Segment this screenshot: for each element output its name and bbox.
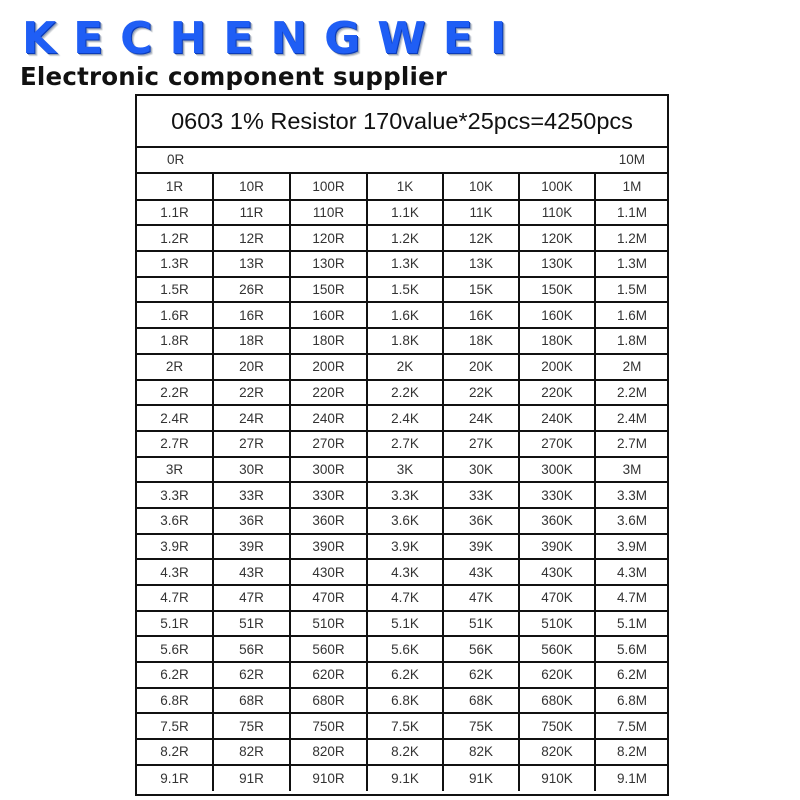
resistor-value-cell: 620R xyxy=(290,662,367,688)
resistor-value-cell: 30R xyxy=(213,457,290,483)
resistor-value-cell: 8.2K xyxy=(367,739,443,765)
resistor-value-cell: 360K xyxy=(519,508,595,534)
resistor-value-cell: 430R xyxy=(290,559,367,585)
resistor-value-cell: 7.5K xyxy=(367,713,443,739)
resistor-value-cell: 62R xyxy=(213,662,290,688)
resistor-value-cell: 20R xyxy=(213,354,290,380)
resistor-value-cell: 18K xyxy=(443,328,519,354)
resistor-value-cell: 6.2K xyxy=(367,662,443,688)
resistor-value-cell: 43R xyxy=(213,559,290,585)
resistor-value-cell: 200K xyxy=(519,354,595,380)
resistor-value-cell: 2.4R xyxy=(137,405,213,431)
resistor-value-cell: 56K xyxy=(443,636,519,662)
table-row xyxy=(137,277,668,303)
resistor-value-cell: 100K xyxy=(519,174,595,200)
resistor-value-cell: 200R xyxy=(290,354,367,380)
value-grid xyxy=(137,174,668,791)
resistor-value-cell: 82R xyxy=(213,739,290,765)
resistor-value-cell: 300K xyxy=(519,457,595,483)
table-row xyxy=(137,200,668,226)
resistor-value-cell: 4.3R xyxy=(137,559,213,585)
resistor-value-cell: 4.7R xyxy=(137,585,213,611)
resistor-value-cell: 11K xyxy=(443,200,519,226)
table-row xyxy=(137,611,668,637)
resistor-value-cell: 26R xyxy=(213,277,290,303)
resistor-value-cell: 75R xyxy=(213,713,290,739)
resistor-value-cell: 3.9K xyxy=(367,534,443,560)
resistor-value-cell: 390R xyxy=(290,534,367,560)
resistor-value-cell: 1.8R xyxy=(137,328,213,354)
resistor-value-cell: 1R xyxy=(137,174,213,200)
resistor-value-cell: 750R xyxy=(290,713,367,739)
resistor-value-cell: 2.7K xyxy=(367,431,443,457)
resistor-value-cell: 110K xyxy=(519,200,595,226)
resistor-value-cell: 1.8M xyxy=(595,328,668,354)
resistor-value-cell: 16R xyxy=(213,302,290,328)
resistor-value-cell: 2.2R xyxy=(137,380,213,406)
resistor-value-cell: 4.7K xyxy=(367,585,443,611)
table-row xyxy=(137,688,668,714)
resistor-value-cell: 7.5M xyxy=(595,713,668,739)
resistor-value-cell: 2.4M xyxy=(595,405,668,431)
resistor-value-cell: 270R xyxy=(290,431,367,457)
resistor-value-cell: 6.8R xyxy=(137,688,213,714)
resistor-value-cell: 30K xyxy=(443,457,519,483)
resistor-value-cell: 91R xyxy=(213,765,290,791)
resistor-value-cell: 13R xyxy=(213,251,290,277)
table-row xyxy=(137,713,668,739)
resistor-value-cell: 680K xyxy=(519,688,595,714)
resistor-value-cell: 3.6M xyxy=(595,508,668,534)
table-title: 0603 1% Resistor 170value*25pcs=4250pcs xyxy=(137,96,667,148)
table-row xyxy=(137,431,668,457)
resistor-value-cell: 100R xyxy=(290,174,367,200)
resistor-value-cell: 36K xyxy=(443,508,519,534)
table-row xyxy=(137,508,668,534)
resistor-value-cell: 910R xyxy=(290,765,367,791)
resistor-value-cell: 39R xyxy=(213,534,290,560)
resistor-value-cell: 18R xyxy=(213,328,290,354)
resistor-value-cell: 3K xyxy=(367,457,443,483)
table-row xyxy=(137,662,668,688)
resistor-value-cell: 330K xyxy=(519,482,595,508)
resistor-value-cell: 5.6R xyxy=(137,636,213,662)
table-row xyxy=(137,457,668,483)
resistor-value-cell: 1.3M xyxy=(595,251,668,277)
resistor-value-cell: 560R xyxy=(290,636,367,662)
resistor-value-cell: 3.3R xyxy=(137,482,213,508)
resistor-value-cell: 51R xyxy=(213,611,290,637)
resistor-value-cell: 3R xyxy=(137,457,213,483)
resistor-value-cell: 27R xyxy=(213,431,290,457)
resistor-value-cell: 240R xyxy=(290,405,367,431)
resistor-value-cell: 330R xyxy=(290,482,367,508)
resistor-value-cell: 3.6R xyxy=(137,508,213,534)
table-row xyxy=(137,482,668,508)
resistor-value-cell: 24K xyxy=(443,405,519,431)
resistor-value-cell: 470K xyxy=(519,585,595,611)
brand-logo: KECHENGWEI xyxy=(22,13,524,64)
resistor-value-cell: 2.2K xyxy=(367,380,443,406)
resistor-value-cell: 6.8M xyxy=(595,688,668,714)
resistor-value-cell: 220R xyxy=(290,380,367,406)
resistor-value-cell: 1.2M xyxy=(595,225,668,251)
resistor-value-cell: 2.2M xyxy=(595,380,668,406)
resistor-value-cell: 9.1K xyxy=(367,765,443,791)
resistor-value-cell: 3.3K xyxy=(367,482,443,508)
resistor-value-cell: 22R xyxy=(213,380,290,406)
resistor-value-cell: 43K xyxy=(443,559,519,585)
resistor-value-cell: 5.1K xyxy=(367,611,443,637)
table-row xyxy=(137,636,668,662)
table-row xyxy=(137,354,668,380)
resistor-value-cell: 12K xyxy=(443,225,519,251)
resistor-value-cell: 9.1M xyxy=(616,770,647,786)
table-row xyxy=(137,405,668,431)
resistor-value-cell: 1.3R xyxy=(137,251,213,277)
resistor-value-cell: 1.2R xyxy=(137,225,213,251)
table-row xyxy=(137,559,668,585)
resistor-value-cell: 22K xyxy=(443,380,519,406)
resistor-value-cell: 820R xyxy=(290,739,367,765)
resistor-value-cell: 2.4K xyxy=(367,405,443,431)
resistor-value-cell: 16K xyxy=(443,302,519,328)
resistor-value-cell: 39K xyxy=(443,534,519,560)
resistor-value-cell: 240K xyxy=(519,405,595,431)
resistor-value-cell: 180K xyxy=(519,328,595,354)
resistor-value-cell: 33K xyxy=(443,482,519,508)
resistor-value-cell: 3.9M xyxy=(595,534,668,560)
resistor-value-cell: 120K xyxy=(519,225,595,251)
resistor-value-cell: 47R xyxy=(213,585,290,611)
table-row xyxy=(137,739,668,765)
table-row xyxy=(137,585,668,611)
resistor-value-cell: 1.1R xyxy=(137,200,213,226)
resistor-value-cell: 1.2K xyxy=(367,225,443,251)
resistor-value-cell: 15K xyxy=(443,277,519,303)
resistor-value-cell: 10R xyxy=(213,174,290,200)
resistor-value-cell: 750K xyxy=(519,713,595,739)
resistor-value-cell: 300R xyxy=(290,457,367,483)
resistor-value-cell: 390K xyxy=(519,534,595,560)
resistor-value-cell: 27K xyxy=(443,431,519,457)
table-row xyxy=(137,251,668,277)
resistor-value-cell: 160R xyxy=(290,302,367,328)
resistor-value-cell: 2.7M xyxy=(595,431,668,457)
resistor-value-cell: 24R xyxy=(213,405,290,431)
resistor-value-cell: 47K xyxy=(443,585,519,611)
resistor-value-cell: 9.1R xyxy=(137,765,213,791)
resistor-value-cell: 12R xyxy=(213,225,290,251)
resistor-value-cell: 8.2M xyxy=(595,739,668,765)
resistor-value-cell: 510K xyxy=(519,611,595,637)
resistor-value-cell: 1.5R xyxy=(137,277,213,303)
resistor-value-cell: 36R xyxy=(213,508,290,534)
resistor-value-cell: 5.6M xyxy=(595,636,668,662)
resistor-value-cell: 1K xyxy=(367,174,443,200)
resistor-value-cell: 150R xyxy=(290,277,367,303)
resistor-value-cell: 51K xyxy=(443,611,519,637)
resistor-value-cell: 1.5M xyxy=(595,277,668,303)
resistor-value-cell: 33R xyxy=(213,482,290,508)
resistor-value-cell: 2R xyxy=(137,354,213,380)
resistor-value-cell: 4.7M xyxy=(595,585,668,611)
table-row xyxy=(137,302,668,328)
resistor-value-table xyxy=(135,94,669,796)
resistor-value-cell: 910K xyxy=(519,765,595,791)
table-row xyxy=(137,328,668,354)
resistor-value-cell: 820K xyxy=(519,739,595,765)
resistor-value-cell: 5.6K xyxy=(367,636,443,662)
resistor-value-cell: 8.2R xyxy=(137,739,213,765)
zero-row-low-value: 0R xyxy=(167,152,185,167)
resistor-value-cell: 1.3K xyxy=(367,251,443,277)
resistor-value-cell: 56R xyxy=(213,636,290,662)
resistor-value-cell: 470R xyxy=(290,585,367,611)
table-row xyxy=(137,765,668,791)
resistor-value-cell: 220K xyxy=(519,380,595,406)
resistor-value-cell: 120R xyxy=(290,225,367,251)
resistor-value-cell: 180R xyxy=(290,328,367,354)
resistor-value-cell: 360R xyxy=(290,508,367,534)
resistor-value-cell: 4.3K xyxy=(367,559,443,585)
resistor-value-cell: 5.1M xyxy=(595,611,668,637)
table-row xyxy=(137,534,668,560)
resistor-value-cell: 2K xyxy=(367,354,443,380)
resistor-value-cell: 1.6M xyxy=(595,302,668,328)
resistor-value-cell: 1.6R xyxy=(137,302,213,328)
resistor-value-cell: 20K xyxy=(443,354,519,380)
resistor-value-cell: 620K xyxy=(519,662,595,688)
resistor-value-cell: 6.2R xyxy=(137,662,213,688)
table-row xyxy=(137,225,668,251)
resistor-value-cell: 130K xyxy=(519,251,595,277)
resistor-value-cell: 4.3M xyxy=(595,559,668,585)
resistor-value-cell: 430K xyxy=(519,559,595,585)
resistor-value-cell: 10K xyxy=(443,174,519,200)
resistor-value-cell: 7.5R xyxy=(137,713,213,739)
resistor-value-cell: 150K xyxy=(519,277,595,303)
resistor-value-cell: 1.6K xyxy=(367,302,443,328)
resistor-value-cell: 82K xyxy=(443,739,519,765)
resistor-value-cell: 62K xyxy=(443,662,519,688)
resistor-value-cell: 1.5K xyxy=(367,277,443,303)
resistor-value-cell: 11R xyxy=(213,200,290,226)
table-row xyxy=(137,380,668,406)
resistor-value-cell: 13K xyxy=(443,251,519,277)
resistor-value-cell: 3.9R xyxy=(137,534,213,560)
resistor-value-cell: 6.8K xyxy=(367,688,443,714)
resistor-value-cell: 130R xyxy=(290,251,367,277)
resistor-value-cell: 270K xyxy=(519,431,595,457)
resistor-value-cell: 3.3M xyxy=(595,482,668,508)
resistor-value-cell: 510R xyxy=(290,611,367,637)
resistor-value-cell: 160K xyxy=(519,302,595,328)
resistor-value-cell: 1.8K xyxy=(367,328,443,354)
zero-row xyxy=(137,148,667,174)
resistor-value-cell: 75K xyxy=(443,713,519,739)
resistor-value-cell: 68R xyxy=(213,688,290,714)
resistor-value-cell: 5.1R xyxy=(137,611,213,637)
resistor-value-cell: 680R xyxy=(290,688,367,714)
resistor-value-cell: 1.1M xyxy=(595,200,668,226)
resistor-value-cell: 68K xyxy=(443,688,519,714)
resistor-value-cell: 2M xyxy=(595,354,668,380)
resistor-value-cell: 3M xyxy=(595,457,668,483)
resistor-value-cell: 1.1K xyxy=(367,200,443,226)
table-row xyxy=(137,174,668,200)
resistor-value-cell: 110R xyxy=(290,200,367,226)
resistor-value-cell: 91K xyxy=(443,765,519,791)
resistor-value-cell: 560K xyxy=(519,636,595,662)
resistor-value-cell: 6.2M xyxy=(595,662,668,688)
zero-row-high-value: 10M xyxy=(618,152,645,167)
resistor-value-cell: 1M xyxy=(595,174,668,200)
resistor-value-cell: 3.6K xyxy=(367,508,443,534)
tagline: Electronic component supplier xyxy=(20,62,448,91)
resistor-value-cell: 2.7R xyxy=(137,431,213,457)
